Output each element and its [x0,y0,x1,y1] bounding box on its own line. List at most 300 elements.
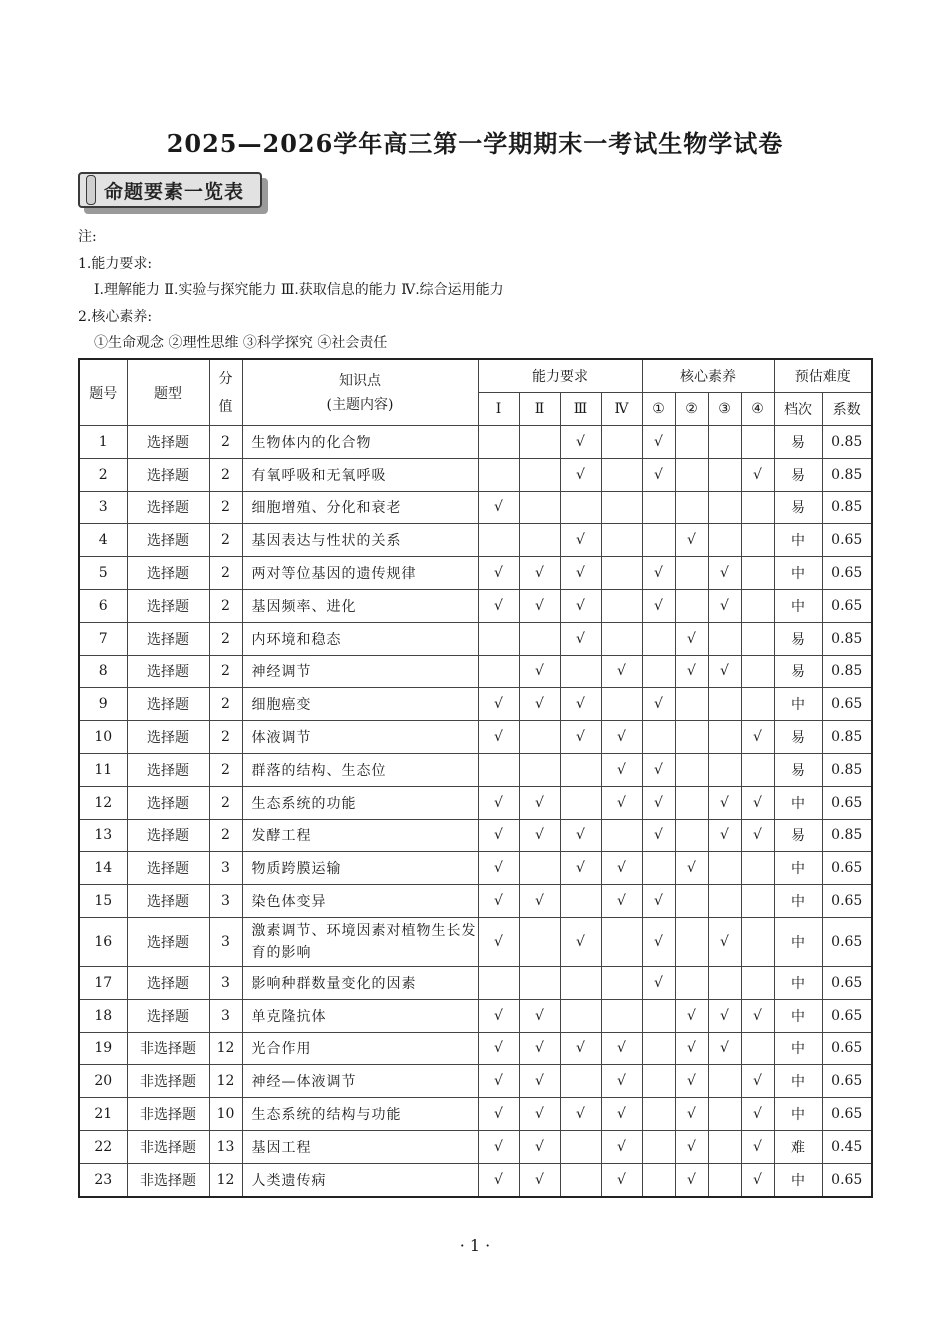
cell-type: 非选择题 [127,1065,209,1098]
cell-a1: √ [478,491,519,524]
cell-c4: √ [741,1098,774,1131]
cell-coef: 0.45 [822,1130,872,1163]
cell-score: 12 [209,1065,242,1098]
table-row [79,753,872,786]
cell-type: 非选择题 [127,1098,209,1131]
cell-coef: 0.65 [822,786,872,819]
cell-score: 12 [209,1163,242,1196]
cell-no: 12 [79,786,127,819]
cell-score: 2 [209,524,242,557]
cell-a3 [560,1130,601,1163]
cell-coef: 0.85 [822,426,872,459]
scroll-icon [86,175,96,205]
cell-c2 [675,753,708,786]
cell-topic: 染色体变异 [242,885,478,918]
cell-a4 [601,524,642,557]
cell-c4 [741,885,774,918]
cell-c4 [741,524,774,557]
cell-score: 2 [209,589,242,622]
cell-a1 [478,622,519,655]
header-ability: 能力要求 [478,359,642,393]
cell-topic: 有氧呼吸和无氧呼吸 [242,458,478,491]
cell-a4: √ [601,852,642,885]
cell-level: 中 [774,852,822,885]
cell-topic: 影响种群数量变化的因素 [242,966,478,999]
cell-c3: √ [708,589,741,622]
section-badge [78,172,270,216]
cell-c3 [708,688,741,721]
cell-a3: √ [560,1098,601,1131]
cell-c4: √ [741,721,774,754]
cell-no: 14 [79,852,127,885]
cell-topic: 神经调节 [242,655,478,688]
cell-type: 选择题 [127,917,209,966]
cell-level: 易 [774,491,822,524]
cell-c4: √ [741,458,774,491]
cell-coef: 0.85 [822,819,872,852]
cell-c3 [708,1098,741,1131]
cell-coef: 0.85 [822,622,872,655]
cell-a4 [601,426,642,459]
header-level: 档次 [774,393,822,426]
cell-a1: √ [478,1130,519,1163]
cell-a1: √ [478,688,519,721]
cell-a3 [560,655,601,688]
cell-c2: √ [675,1098,708,1131]
cell-c1 [642,1032,675,1065]
table-row [79,721,872,754]
cell-level: 易 [774,753,822,786]
cell-coef: 0.85 [822,655,872,688]
cell-type: 选择题 [127,491,209,524]
cell-topic: 基因表达与性状的关系 [242,524,478,557]
cell-type: 选择题 [127,589,209,622]
cell-c3: √ [708,819,741,852]
header-type: 题型 [127,359,209,426]
cell-topic: 激素调节、环境因素对植物生长发育的影响 [242,917,478,966]
cell-c1 [642,1130,675,1163]
cell-c4 [741,917,774,966]
cell-c3 [708,622,741,655]
cell-a1 [478,966,519,999]
cell-c3: √ [708,917,741,966]
cell-a4 [601,966,642,999]
cell-topic: 光合作用 [242,1032,478,1065]
cell-score: 3 [209,917,242,966]
cell-a3: √ [560,1032,601,1065]
ability-items: Ⅰ.理解能力 Ⅱ.实验与探究能力 Ⅲ.获取信息的能力 Ⅳ.综合运用能力 [94,282,504,298]
cell-type: 选择题 [127,999,209,1032]
cell-c3: √ [708,655,741,688]
cell-coef: 0.65 [822,966,872,999]
cell-coef: 0.65 [822,524,872,557]
table-row [79,885,872,918]
cell-a2: √ [519,688,560,721]
cell-a2 [519,524,560,557]
table-row [79,655,872,688]
cell-c4 [741,852,774,885]
cell-level: 中 [774,557,822,590]
cell-type: 选择题 [127,458,209,491]
cell-topic: 生物体内的化合物 [242,426,478,459]
notes-block [78,224,504,357]
cell-no: 8 [79,655,127,688]
cell-no: 4 [79,524,127,557]
cell-no: 20 [79,1065,127,1098]
cell-c2: √ [675,655,708,688]
cell-type: 选择题 [127,753,209,786]
cell-a4 [601,622,642,655]
cell-a4 [601,917,642,966]
cell-score: 2 [209,753,242,786]
cell-c1 [642,622,675,655]
cell-no: 6 [79,589,127,622]
cell-c1 [642,999,675,1032]
cell-a2: √ [519,589,560,622]
cell-score: 13 [209,1130,242,1163]
cell-topic: 两对等位基因的遗传规律 [242,557,478,590]
cell-a4 [601,819,642,852]
cell-a4 [601,688,642,721]
table-row [79,999,872,1032]
table-header [79,359,872,426]
badge-banner [78,172,262,208]
cell-type: 选择题 [127,885,209,918]
cell-c3: √ [708,557,741,590]
cell-c3 [708,458,741,491]
table-row [79,1098,872,1131]
cell-score: 3 [209,885,242,918]
cell-a3: √ [560,524,601,557]
element-table [78,358,873,1198]
cell-c1 [642,1163,675,1196]
cell-c2 [675,917,708,966]
cell-a2 [519,721,560,754]
header-no: 题号 [79,359,127,426]
cell-a4: √ [601,1032,642,1065]
cell-a2: √ [519,1065,560,1098]
cell-no: 11 [79,753,127,786]
cell-c2 [675,458,708,491]
header-difficulty: 预估难度 [774,359,872,393]
cell-no: 1 [79,426,127,459]
cell-c4: √ [741,819,774,852]
header-coef: 系数 [822,393,872,426]
cell-type: 选择题 [127,426,209,459]
cell-a2 [519,753,560,786]
cell-coef: 0.85 [822,458,872,491]
cell-c1: √ [642,917,675,966]
cell-c2: √ [675,622,708,655]
cell-score: 2 [209,557,242,590]
header-core-2: ② [675,393,708,426]
cell-no: 9 [79,688,127,721]
cell-c1: √ [642,688,675,721]
cell-topic: 人类遗传病 [242,1163,478,1196]
cell-a3: √ [560,458,601,491]
cell-c1 [642,1098,675,1131]
cell-no: 16 [79,917,127,966]
cell-c1: √ [642,557,675,590]
cell-no: 5 [79,557,127,590]
cell-no: 7 [79,622,127,655]
header-core-1: ① [642,393,675,426]
cell-c1: √ [642,966,675,999]
cell-c2 [675,426,708,459]
cell-c4: √ [741,1065,774,1098]
cell-c1: √ [642,819,675,852]
cell-score: 2 [209,491,242,524]
cell-topic: 基因工程 [242,1130,478,1163]
cell-no: 10 [79,721,127,754]
cell-a3: √ [560,557,601,590]
table-row [79,1163,872,1196]
cell-topic: 生态系统的功能 [242,786,478,819]
cell-c3: √ [708,786,741,819]
cell-a1: √ [478,917,519,966]
cell-a3: √ [560,688,601,721]
header-ability-2: Ⅱ [519,393,560,426]
cell-level: 中 [774,966,822,999]
cell-a1: √ [478,557,519,590]
cell-a1 [478,753,519,786]
cell-c1: √ [642,786,675,819]
cell-c2 [675,819,708,852]
cell-c1: √ [642,885,675,918]
cell-no: 22 [79,1130,127,1163]
cell-a3 [560,966,601,999]
cell-level: 中 [774,1065,822,1098]
cell-a3: √ [560,622,601,655]
cell-no: 21 [79,1098,127,1131]
cell-level: 中 [774,688,822,721]
cell-a3: √ [560,589,601,622]
table-row [79,622,872,655]
page-title: 2025—2026学年高三第一学期期末一考试生物学试卷 [166,129,784,158]
cell-c3 [708,753,741,786]
cell-level: 中 [774,524,822,557]
cell-a3: √ [560,721,601,754]
cell-a2 [519,458,560,491]
cell-no: 18 [79,999,127,1032]
cell-topic: 物质跨膜运输 [242,852,478,885]
cell-c4 [741,622,774,655]
cell-topic: 单克隆抗体 [242,999,478,1032]
cell-a2 [519,852,560,885]
cell-score: 3 [209,999,242,1032]
cell-score: 10 [209,1098,242,1131]
table-row [79,917,872,966]
table-row [79,589,872,622]
cell-a1 [478,524,519,557]
cell-level: 易 [774,426,822,459]
cell-a3 [560,885,601,918]
cell-coef: 0.65 [822,688,872,721]
cell-a4 [601,491,642,524]
cell-c2 [675,786,708,819]
cell-type: 非选择题 [127,1130,209,1163]
cell-c3 [708,885,741,918]
cell-score: 2 [209,721,242,754]
cell-coef: 0.85 [822,491,872,524]
cell-c2: √ [675,852,708,885]
table-row [79,1032,872,1065]
cell-a2: √ [519,999,560,1032]
cell-c2 [675,966,708,999]
cell-c3 [708,1130,741,1163]
cell-a1 [478,458,519,491]
cell-coef: 0.65 [822,999,872,1032]
table-row [79,786,872,819]
cell-topic: 内环境和稳态 [242,622,478,655]
cell-c4 [741,655,774,688]
cell-no: 2 [79,458,127,491]
cell-c4: √ [741,1130,774,1163]
cell-c4: √ [741,1163,774,1196]
cell-c3 [708,1065,741,1098]
table-row [79,852,872,885]
cell-a3 [560,753,601,786]
cell-a3 [560,786,601,819]
cell-c1: √ [642,458,675,491]
cell-a4: √ [601,753,642,786]
cell-c4: √ [741,786,774,819]
cell-a4 [601,589,642,622]
table-row [79,966,872,999]
cell-type: 选择题 [127,688,209,721]
cell-score: 2 [209,458,242,491]
cell-topic: 发酵工程 [242,819,478,852]
cell-c2: √ [675,1032,708,1065]
cell-c1 [642,852,675,885]
header-core: 核心素养 [642,359,774,393]
cell-a3: √ [560,917,601,966]
cell-topic: 生态系统的结构与功能 [242,1098,478,1131]
cell-c1 [642,655,675,688]
cell-c3 [708,1163,741,1196]
cell-coef: 0.65 [822,557,872,590]
cell-score: 3 [209,852,242,885]
cell-a1 [478,426,519,459]
cell-coef: 0.85 [822,721,872,754]
cell-no: 17 [79,966,127,999]
note-label: 注: [78,229,97,245]
cell-topic: 细胞增殖、分化和衰老 [242,491,478,524]
cell-type: 选择题 [127,721,209,754]
cell-score: 12 [209,1032,242,1065]
cell-topic: 群落的结构、生态位 [242,753,478,786]
cell-a1: √ [478,1163,519,1196]
cell-c1: √ [642,753,675,786]
cell-a4: √ [601,885,642,918]
cell-a4: √ [601,655,642,688]
cell-a4: √ [601,1163,642,1196]
cell-c3 [708,426,741,459]
cell-topic: 神经—体液调节 [242,1065,478,1098]
table-row [79,491,872,524]
cell-c4 [741,1032,774,1065]
cell-score: 2 [209,786,242,819]
cell-no: 23 [79,1163,127,1196]
cell-type: 选择题 [127,524,209,557]
cell-no: 19 [79,1032,127,1065]
cell-a2: √ [519,1032,560,1065]
cell-type: 选择题 [127,819,209,852]
cell-type: 选择题 [127,655,209,688]
cell-a1: √ [478,589,519,622]
cell-topic: 基因频率、进化 [242,589,478,622]
cell-coef: 0.65 [822,917,872,966]
cell-level: 易 [774,721,822,754]
cell-coef: 0.65 [822,1065,872,1098]
header-ability-1: Ⅰ [478,393,519,426]
cell-a1: √ [478,852,519,885]
cell-type: 选择题 [127,966,209,999]
cell-c3 [708,966,741,999]
cell-a2 [519,491,560,524]
cell-coef: 0.85 [822,753,872,786]
cell-level: 中 [774,1032,822,1065]
cell-coef: 0.65 [822,589,872,622]
badge-label: 命题要素一览表 [104,180,245,203]
cell-a4: √ [601,1130,642,1163]
cell-c2: √ [675,524,708,557]
table-row [79,1130,872,1163]
cell-score: 2 [209,622,242,655]
cell-c4 [741,753,774,786]
cell-a4 [601,557,642,590]
table-row [79,458,872,491]
cell-c1: √ [642,426,675,459]
cell-a2 [519,917,560,966]
table-row [79,1065,872,1098]
cell-c2 [675,885,708,918]
header-score: 分值 [209,359,242,426]
cell-a4 [601,999,642,1032]
table-row [79,524,872,557]
cell-c2 [675,491,708,524]
cell-level: 难 [774,1130,822,1163]
table-row [79,557,872,590]
cell-type: 非选择题 [127,1032,209,1065]
cell-c3 [708,721,741,754]
cell-a3: √ [560,852,601,885]
cell-c4 [741,688,774,721]
cell-c3 [708,852,741,885]
cell-level: 中 [774,1163,822,1196]
table-row [79,426,872,459]
cell-c2: √ [675,1065,708,1098]
cell-c3: √ [708,999,741,1032]
cell-c2 [675,557,708,590]
cell-c2 [675,721,708,754]
cell-c4 [741,426,774,459]
cell-a2: √ [519,786,560,819]
cell-a3 [560,1065,601,1098]
cell-coef: 0.65 [822,852,872,885]
table-row [79,688,872,721]
cell-type: 选择题 [127,557,209,590]
cell-level: 中 [774,1098,822,1131]
header-core-4: ④ [741,393,774,426]
cell-c3: √ [708,1032,741,1065]
cell-a1: √ [478,786,519,819]
cell-c3 [708,491,741,524]
cell-no: 3 [79,491,127,524]
header-ability-4: Ⅳ [601,393,642,426]
cell-c2 [675,589,708,622]
cell-a2 [519,426,560,459]
